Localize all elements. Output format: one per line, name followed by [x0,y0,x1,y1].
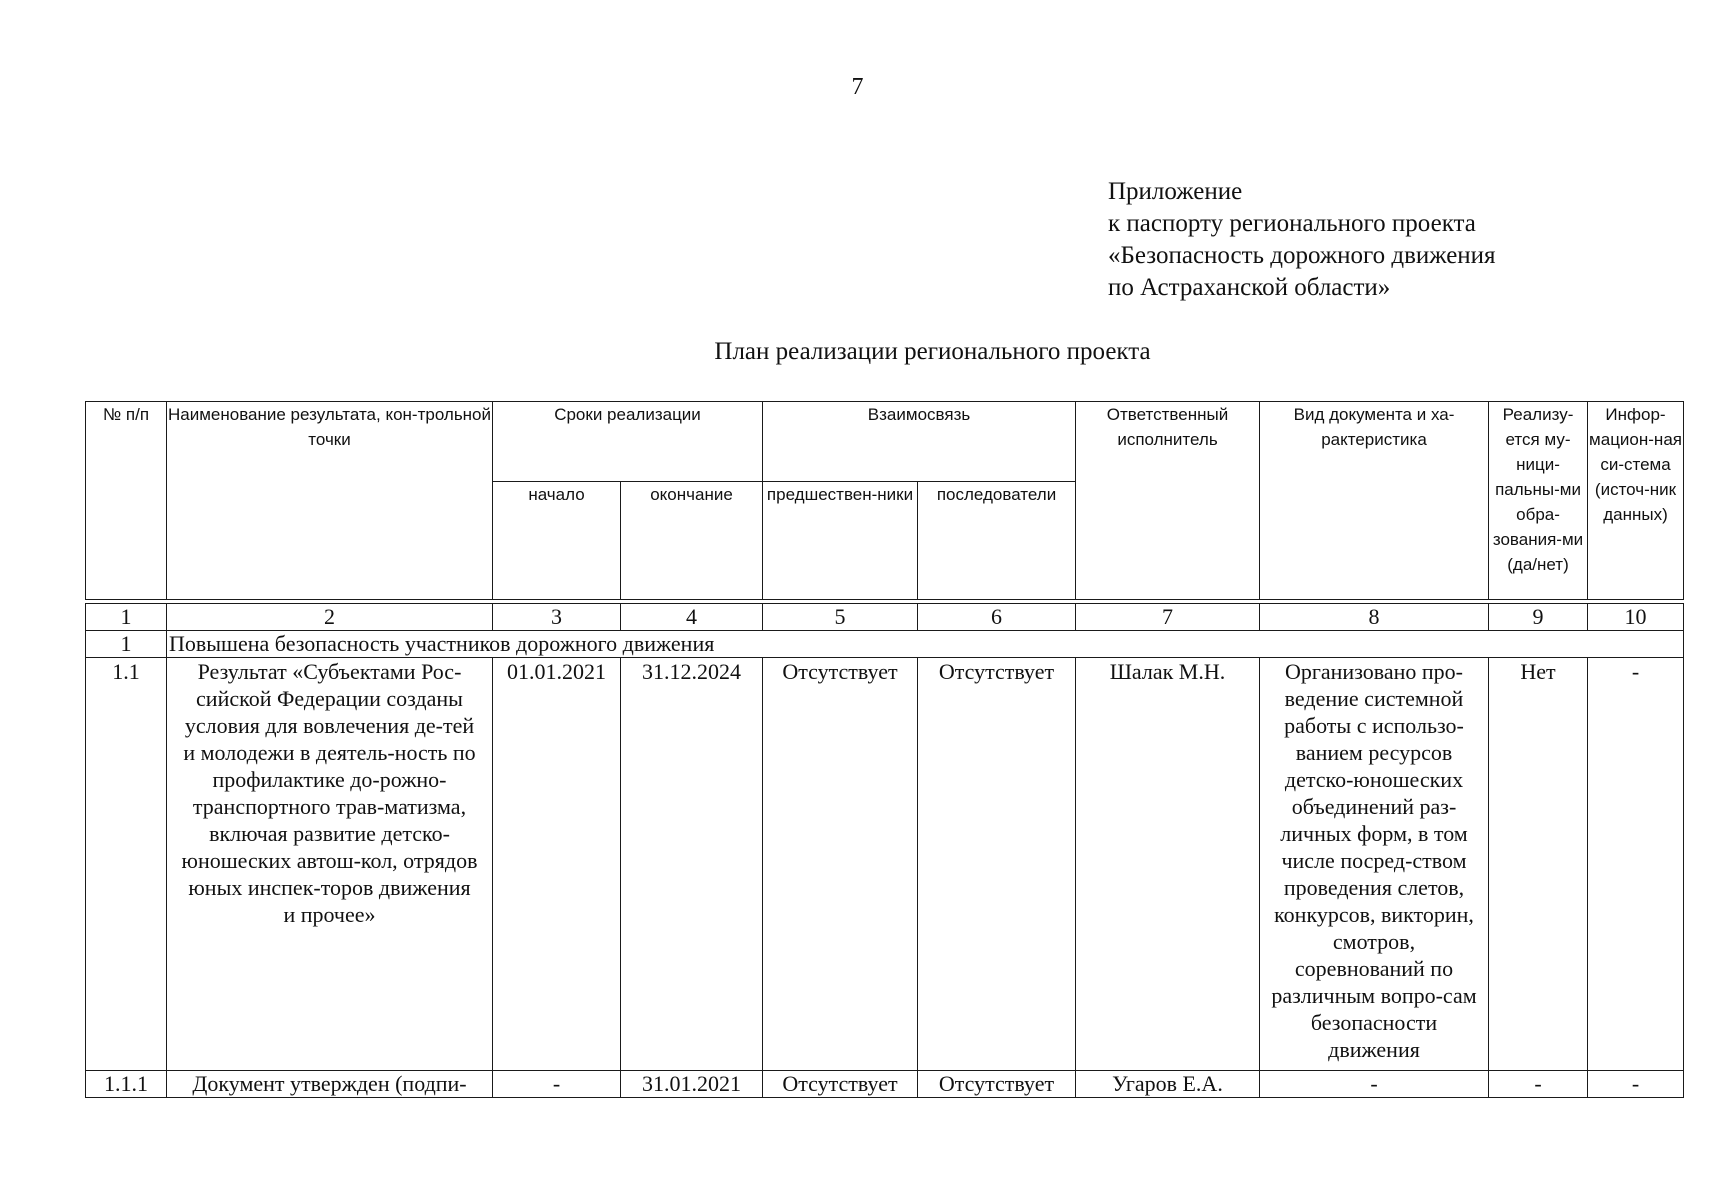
row-end: 31.12.2024 [621,658,763,1071]
table-row [86,658,1684,1071]
row-municipal: - [1489,1071,1588,1098]
page-number: 7 [851,74,864,100]
header-num: № п/п [86,402,167,600]
header-doc-type: Вид документа и ха-рактеристика [1260,402,1489,600]
section-row [86,631,1684,658]
row-doc-type: Организовано про-ведение системной работы с использо-ванием ресурсов детско-юношеских объединений раз-личных форм, в том числе посред-ством проведения слетов, конкурсов, викторин, смотров, соревнований по различным вопро-сам безопасности движения [1260,658,1489,1071]
header-name: Наименование результата, кон-трольной точки [167,402,493,600]
row-responsible: Шалак М.Н. [1076,658,1260,1071]
header-info-system: Инфор-мацион-ная си-стема (источ-ник данных) [1588,402,1684,600]
header-responsible: Ответственный исполнитель [1076,402,1260,600]
column-number: 4 [621,604,763,631]
section-num: 1 [86,631,167,658]
row-predecessors: Отсутствует [763,1071,918,1098]
header-terms: Сроки реализации [493,402,763,482]
row-info-system: - [1588,1071,1684,1098]
row-municipal: Нет [1489,658,1588,1071]
appendix-line: Приложение [1108,178,1243,205]
header-end: окончание [621,482,763,600]
column-number: 5 [763,604,918,631]
row-num: 1.1 [86,658,167,1071]
row-successors: Отсутствует [918,1071,1076,1098]
column-number: 7 [1076,604,1260,631]
appendix-line: по Астраханской области» [1108,274,1391,301]
section-title: Повышена безопасность участников дорожного движения [167,631,1684,658]
header-start: начало [493,482,621,600]
row-predecessors: Отсутствует [763,658,918,1071]
header-relation: Взаимосвязь [763,402,1076,482]
column-number: 3 [493,604,621,631]
column-numbers-row [86,604,1684,631]
document-title: План реализации регионального проекта [714,338,1151,365]
appendix-line: к паспорту регионального проекта [1108,210,1476,237]
column-number: 9 [1489,604,1588,631]
column-number: 10 [1588,604,1684,631]
row-successors: Отсутствует [918,658,1076,1071]
table-row [86,1071,1684,1098]
row-doc-type: - [1260,1071,1489,1098]
appendix-block [1108,176,1496,304]
row-name: Результат «Субъектами Рос-сийской Федерации созданы условия для вовлечения де-тей и молодежи в деятель-ность по профилактике до-рожно-транспортного трав-матизма, включая развитие детско-юношеских автош-кол, отрядов юных инспек-торов движения и прочее» [167,658,493,1071]
row-num: 1.1.1 [86,1071,167,1098]
row-start: - [493,1071,621,1098]
plan-table-header [85,401,1684,600]
column-number: 8 [1260,604,1489,631]
column-number: 1 [86,604,167,631]
column-number: 2 [167,604,493,631]
row-name: Документ утвержден (подпи- [167,1071,493,1098]
row-info-system: - [1588,658,1684,1071]
row-end: 31.01.2021 [621,1071,763,1098]
row-responsible: Угаров Е.А. [1076,1071,1260,1098]
header-successors: последователи [918,482,1076,600]
column-number: 6 [918,604,1076,631]
header-predecessors: предшествен-ники [763,482,918,600]
appendix-line: «Безопасность дорожного движения [1108,242,1496,269]
row-start: 01.01.2021 [493,658,621,1071]
plan-table-body [85,603,1684,1098]
header-municipal: Реализу-ется му-ници-пальны-ми обра-зования-ми (да/нет) [1489,402,1588,600]
